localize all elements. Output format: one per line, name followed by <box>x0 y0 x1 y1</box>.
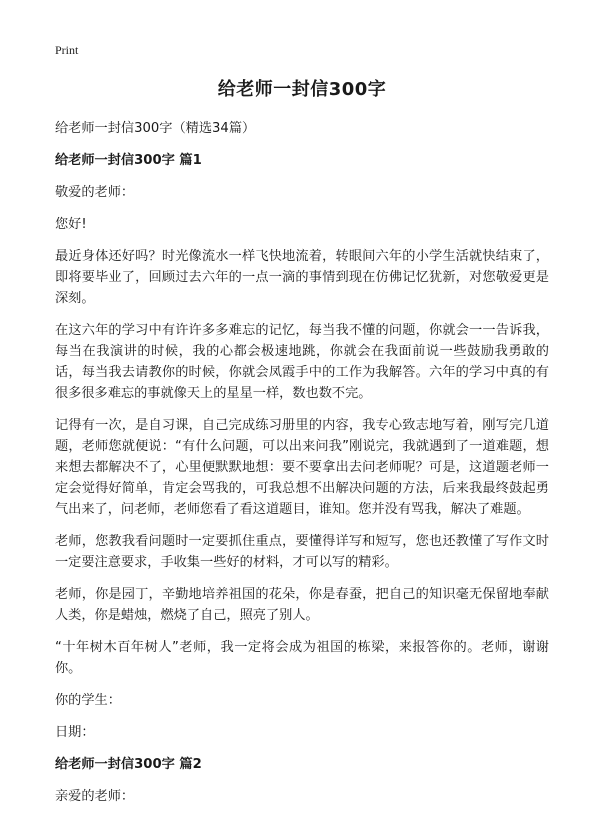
page-title: 给老师一封信300字 <box>217 79 387 100</box>
body-paragraph: “十年树木百年树人”老师，我一定将会成为祖国的栋梁，来报答你的。老师，谢谢你。 <box>55 640 549 676</box>
section-heading-1: 给老师一封信300字 篇1 <box>55 153 202 168</box>
print-link[interactable]: Print <box>55 43 79 57</box>
document-subtitle: 给老师一封信300字（精选34篇） <box>55 121 256 136</box>
body-paragraph: 最近身体还好吗？时光像流水一样飞快地流着，转眼间六年的小学生活就快结束了，即将要毕业了，回顾过去六年的一点一滴的事情到现在仿佛记忆犹新，对您敬爱更是深刻。 <box>55 249 549 306</box>
body-paragraph: 老师，你是园丁，辛勤地培养祖国的花朵，你是春蚕，把自己的知识毫无保留地奉献人类，你是蜡烛，燃烧了自己，照亮了别人。 <box>55 587 549 623</box>
body-paragraph: 记得有一次，是自习课，自己完成练习册里的内容，我专心致志地写着，刚写完几道题，老师您就便说：“有什么问题，可以出来问我”刚说完，我就遇到了一道难题，想来想去都解决不了，心里便默默地想：要不要拿出去问老师呢？可是，这道题老师一定会觉得好简单，肯定会骂我的，可我总想不出解决问题的方法，后来我最终鼓起勇气出来了，问老师，老师您看了看这道题目，谁知。您并没有骂我，解决了难题。 <box>55 418 549 517</box>
signature-line: 你的学生： <box>55 693 121 708</box>
salutation: 亲爱的老师： <box>55 789 135 804</box>
section-heading-2: 给老师一封信300字 篇2 <box>55 757 202 772</box>
body-paragraph: 在这六年的学习中有许许多多难忘的记忆，每当我不懂的问题，你就会一一告诉我，每当在我演讲的时候，我的心都会极速地跳，你就会在我面前说一些鼓励我勇敢的话，每当我去请教你的时候，你就会凤霞手中的工作为我解答。六年的学习中真的有很多很多难忘的事就像天上的星星一样，数也数不完。 <box>55 323 549 401</box>
greeting: 您好! <box>55 217 87 232</box>
salutation: 敬爱的老师： <box>55 185 135 200</box>
date-line: 日期： <box>55 725 95 740</box>
body-paragraph: 老师，您教我看问题时一定要抓住重点，要懂得详写和短写，您也还教懂了写作文时一定要注意要求，手收集一些好的材料，才可以写的精彩。 <box>55 534 549 570</box>
